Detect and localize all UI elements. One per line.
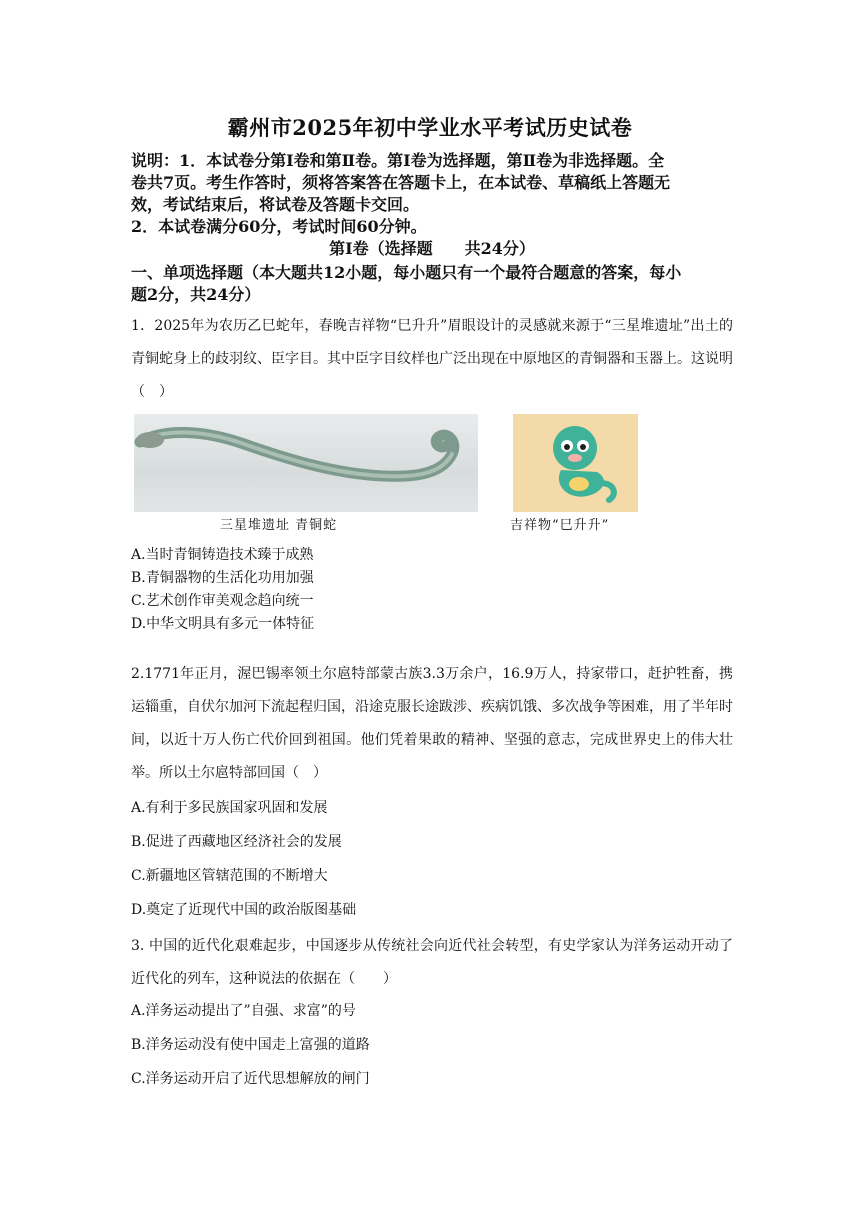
option-b: B.促进了西藏地区经济社会的发展 (131, 834, 342, 850)
question-3-options (131, 994, 733, 1096)
question-3-stem: 3. 中国的近代化艰难起步，中国逐步从传统社会向近代社会转型，有史学家认为洋务运动开动了近代化的列车，这种说法的依据在（ ） (131, 938, 733, 987)
option-a: A.有利于多民族国家巩固和发展 (131, 800, 328, 816)
instruction-line: 效，考试结束后，将试卷及答题卡交回。 (131, 195, 420, 214)
caption-bronze-snake: 三星堆遗址 青铜蛇 (220, 518, 338, 533)
question-2-options (131, 791, 733, 927)
instruction-line: 卷共7页。考生作答时，须将答案答在答题卡上，在本试卷、草稿纸上答题无 (131, 173, 671, 192)
option-d: D.奠定了近现代中国的政治版图基础 (131, 902, 357, 918)
option-d: D.中华文明具有多元一体特征 (131, 616, 315, 632)
question-1-options (131, 544, 733, 636)
section-heading: 第I卷（选择题 共24分） (329, 239, 535, 258)
part-heading-line: 一、单项选择题（本大题共12小题，每小题只有一个最符合题意的答案，每小 (131, 263, 682, 282)
bronze-snake-drawing (134, 414, 478, 512)
option-a: A.洋务运动提出了”自强、求富”的号 (131, 1003, 356, 1019)
bronze-snake-image (134, 414, 478, 512)
caption-mascot: 吉祥物“巳升升” (510, 518, 610, 533)
question-1-stem: 1．2025年为农历乙巳蛇年，春晚吉祥物“巳升升”眉眼设计的灵感就来源于“三星堆遗址”出土的青铜蛇身上的歧羽纹、臣字目。其中臣字目纹样也广泛出现在中原地区的青铜器和玉器上。这说明（ ） (131, 318, 733, 400)
part-heading (131, 262, 733, 306)
mascot-drawing (513, 414, 638, 512)
option-b: B.青铜器物的生活化功用加强 (131, 570, 314, 586)
option-c: C.艺术创作审美观念趋向统一 (131, 593, 314, 609)
exam-instructions (131, 150, 733, 238)
instruction-line: 说明：1．本试卷分第I卷和第Ⅱ卷。第I卷为选择题，第Ⅱ卷为非选择题。全 (131, 151, 665, 170)
option-a: A.当时青铜铸造技术臻于成熟 (131, 547, 314, 563)
question-2-stem: 2.1771年正月，渥巴锡率领土尔扈特部蒙古族3.3万余户，16.9万人，持家带口，赶护牲畜，携运辎重，自伏尔加河下流起程归国，沿途克服长途跋涉、疾病饥饿、多次战争等困难，用了半年时间，以近十万人伤亡代价回到祖国。他们凭着果敢的精神、坚强的意志，完成世界史上的伟大壮举。所以土尔扈特部回国（ ） (131, 666, 733, 781)
instruction-line: 2．本试卷满分60分，考试时间60分钟。 (131, 217, 427, 236)
option-c: C.洋务运动开启了近代思想解放的闸门 (131, 1071, 370, 1087)
page-title: 霸州市2025年初中学业水平考试历史试卷 (227, 115, 633, 140)
option-b: B.洋务运动没有使中国走上富强的道路 (131, 1037, 370, 1053)
mascot-image (513, 414, 638, 512)
option-c: C.新疆地区管辖范围的不断增大 (131, 868, 328, 884)
part-heading-line: 题2分，共24分） (131, 285, 261, 304)
